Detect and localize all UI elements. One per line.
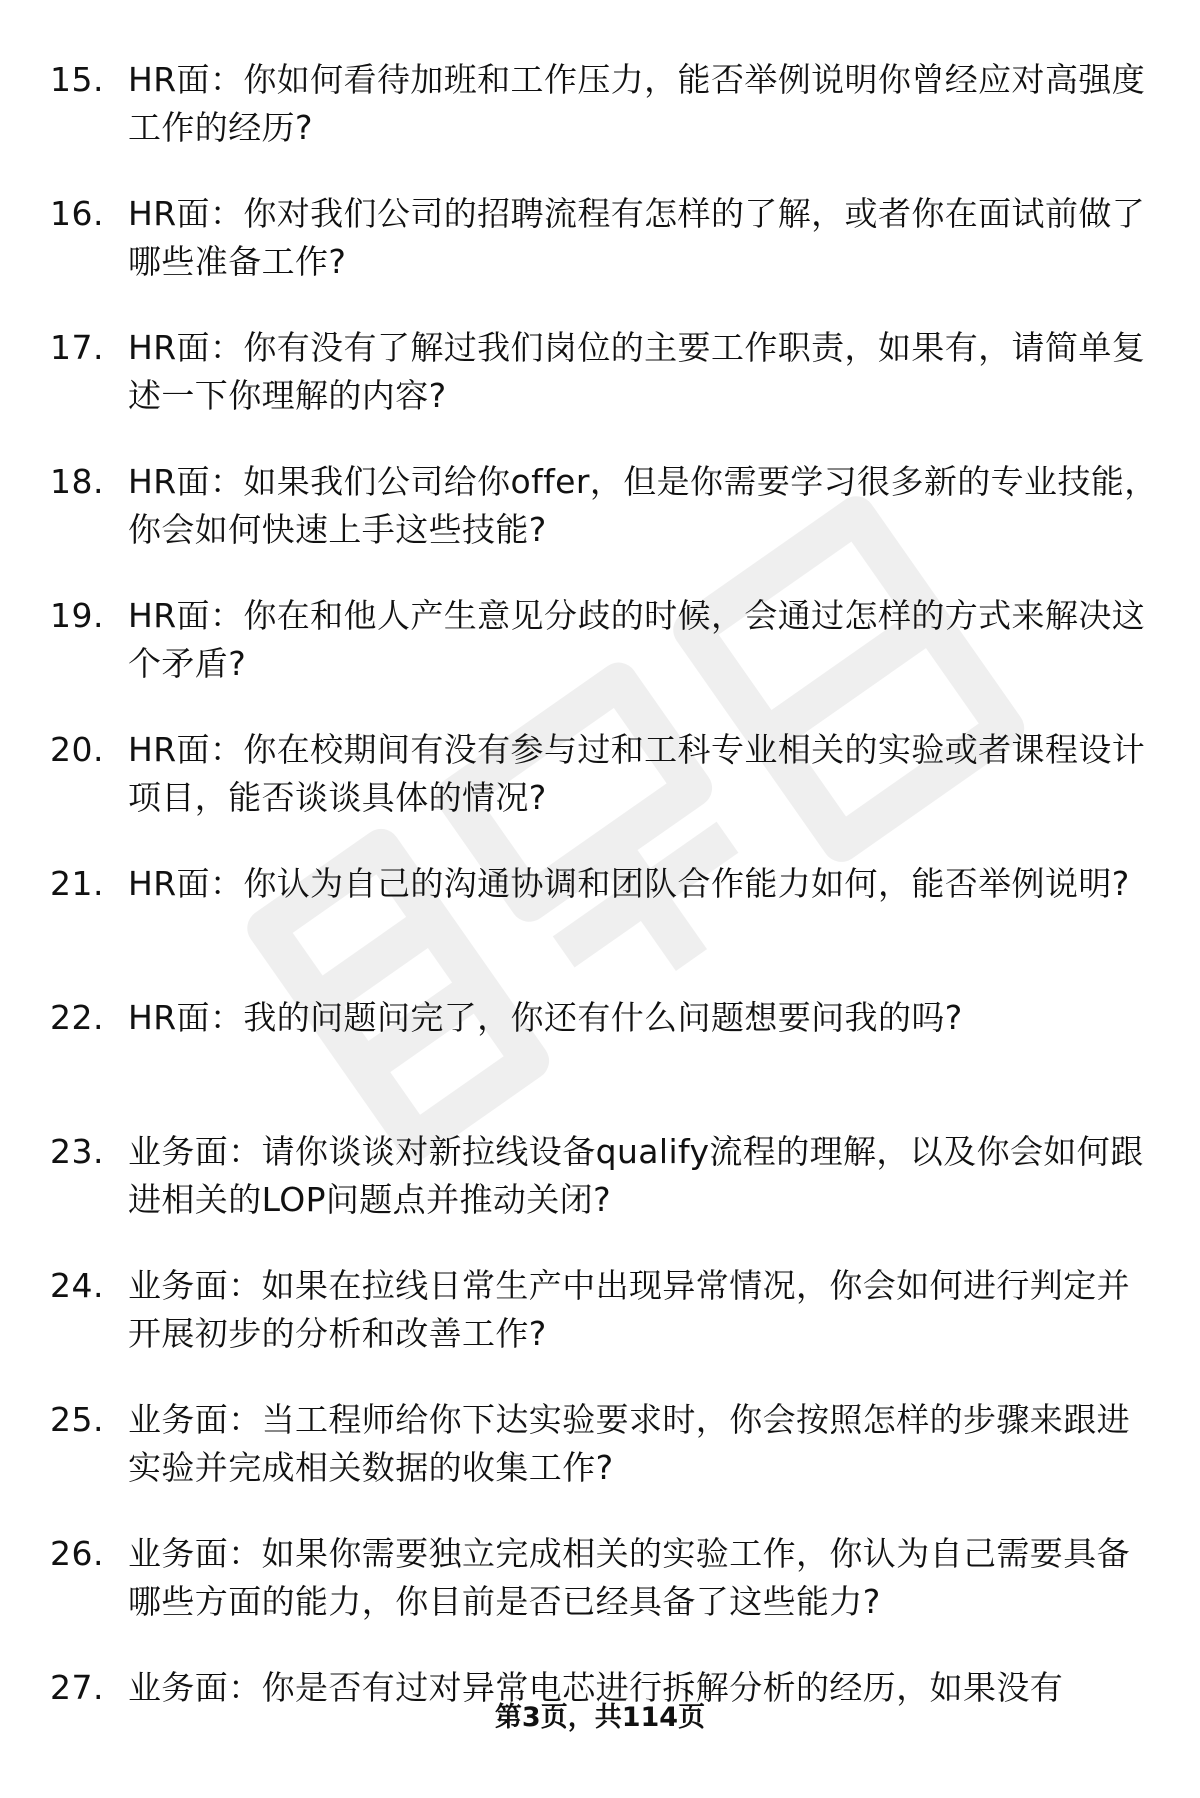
question-item xyxy=(0,1530,1200,1664)
question-number: 27. xyxy=(50,1668,104,1707)
question-text: 业务面：如果你需要独立完成相关的实验工作，你认为自己需要具备哪些方面的能力，你目前是否已经具备了这些能力? xyxy=(128,1534,1130,1621)
question-number: 18. xyxy=(50,462,104,501)
question-item xyxy=(0,860,1200,994)
question-item xyxy=(0,1396,1200,1530)
question-list xyxy=(0,56,1200,1798)
question-text: 业务面：请你谈谈对新拉线设备qualify流程的理解，以及你会如何跟进相关的LOP问题点并推动关闭? xyxy=(128,1132,1144,1219)
question-text: HR面：你对我们公司的招聘流程有怎样的了解，或者你在面试前做了哪些准备工作? xyxy=(128,194,1146,281)
question-item xyxy=(0,324,1200,458)
question-number: 17. xyxy=(50,328,104,367)
question-text: HR面：如果我们公司给你offer，但是你需要学习很多新的专业技能，你会如何快速上手这些技能? xyxy=(128,462,1158,549)
question-number: 22. xyxy=(50,998,104,1037)
question-text: HR面：你认为自己的沟通协调和团队合作能力如何，能否举例说明? xyxy=(128,864,1130,903)
question-item xyxy=(0,994,1200,1128)
question-number: 23. xyxy=(50,1132,104,1171)
question-text: 业务面：你是否有过对异常电芯进行拆解分析的经历，如果没有 xyxy=(128,1668,1064,1707)
question-item xyxy=(0,1262,1200,1396)
question-item xyxy=(0,458,1200,592)
question-item xyxy=(0,1128,1200,1262)
question-item xyxy=(0,726,1200,860)
question-number: 21. xyxy=(50,864,104,903)
question-number: 24. xyxy=(50,1266,104,1305)
question-text: HR面：你如何看待加班和工作压力，能否举例说明你曾经应对高强度工作的经历? xyxy=(128,60,1146,147)
question-item xyxy=(0,190,1200,324)
question-number: 19. xyxy=(50,596,104,635)
question-number: 26. xyxy=(50,1534,104,1573)
question-number: 20. xyxy=(50,730,104,769)
question-text: HR面：你有没有了解过我们岗位的主要工作职责，如果有，请简单复述一下你理解的内容? xyxy=(128,328,1146,415)
question-number: 25. xyxy=(50,1400,104,1439)
question-number: 16. xyxy=(50,194,104,233)
question-item xyxy=(0,592,1200,726)
page-number-footer: 第3页，共114页 xyxy=(494,1702,706,1733)
question-text: HR面：我的问题问完了，你还有什么问题想要问我的吗? xyxy=(128,998,963,1037)
question-text: 业务面：如果在拉线日常生产中出现异常情况，你会如何进行判定并开展初步的分析和改善工作? xyxy=(128,1266,1130,1353)
question-text: 业务面：当工程师给你下达实验要求时，你会按照怎样的步骤来跟进实验并完成相关数据的收集工作? xyxy=(128,1400,1130,1487)
question-text: HR面：你在校期间有没有参与过和工科专业相关的实验或者课程设计项目，能否谈谈具体的情况? xyxy=(128,730,1146,817)
question-text: HR面：你在和他人产生意见分歧的时候，会通过怎样的方式来解决这个矛盾? xyxy=(128,596,1146,683)
question-item xyxy=(0,56,1200,190)
question-number: 15. xyxy=(50,60,104,99)
